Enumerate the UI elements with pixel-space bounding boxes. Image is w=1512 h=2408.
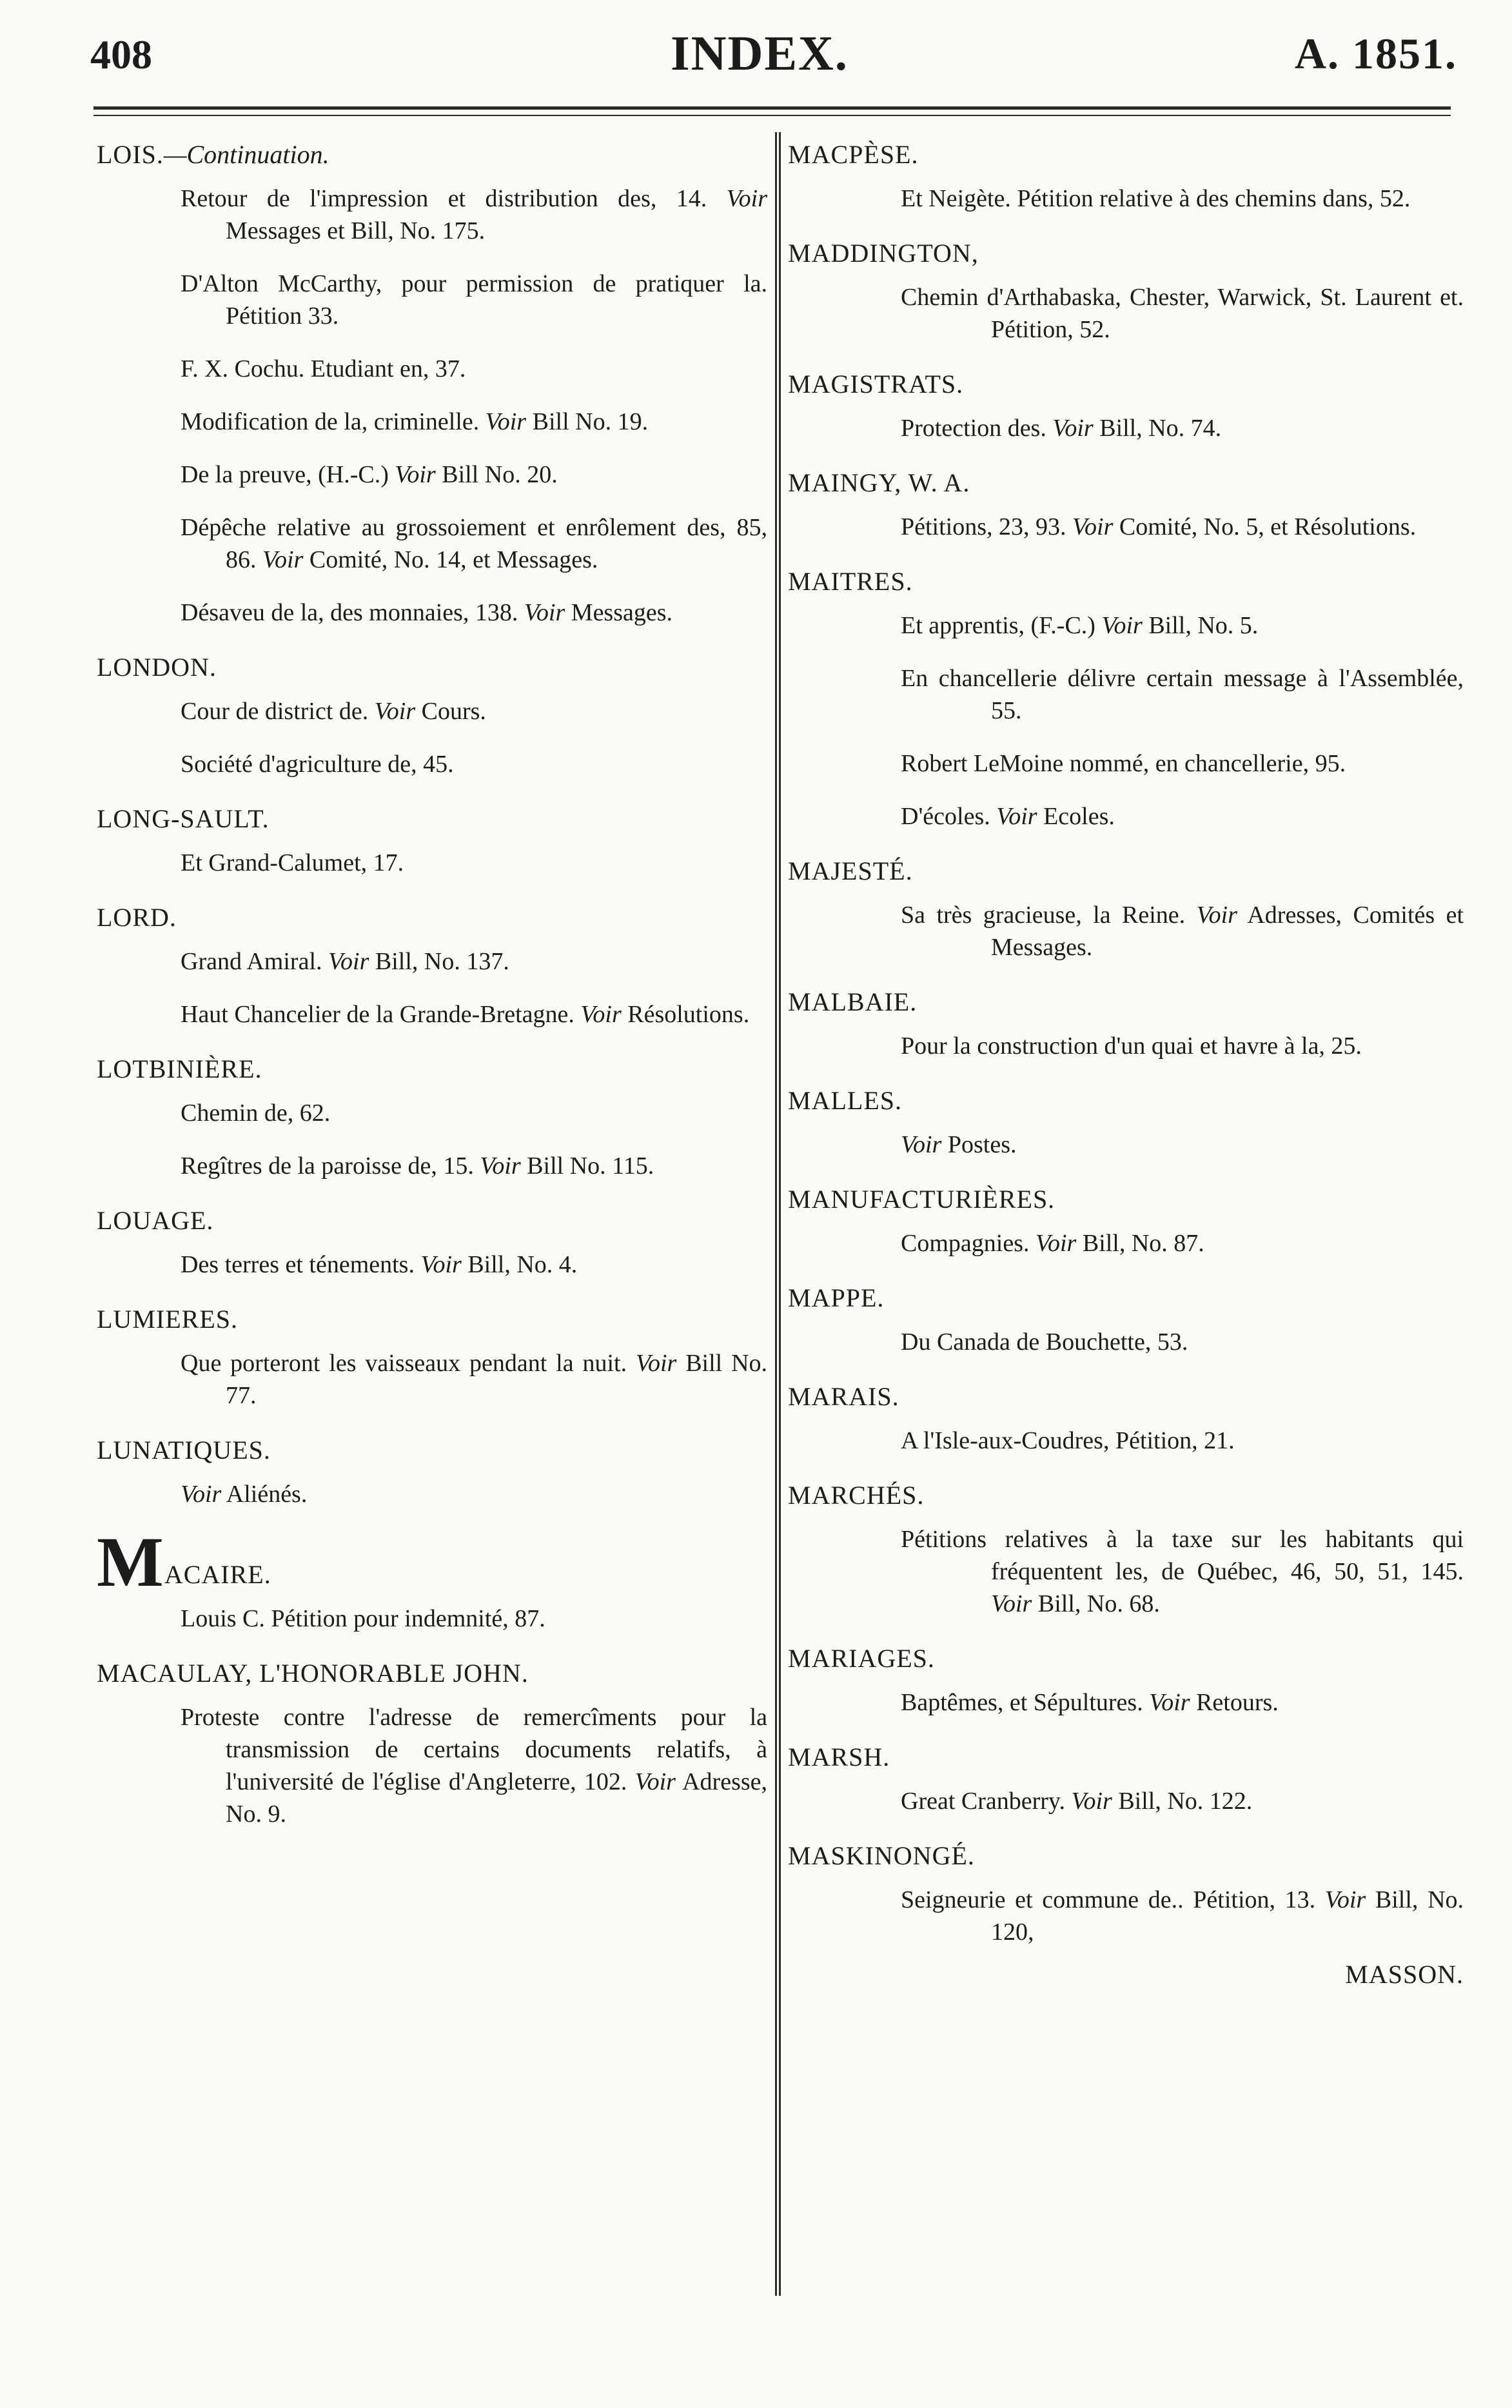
- sub-entry-text: Great Cranberry.: [901, 1788, 1065, 1815]
- sub-entry-text: Pour la construction d'un quai et havre à la, 25.: [901, 1032, 1362, 1060]
- cross-reference: Messages et Bill, No. 175.: [226, 217, 486, 244]
- entry-heading-text: MALBAIE.: [788, 987, 918, 1016]
- sub-entry: [788, 1425, 1464, 1457]
- index-entry: [788, 566, 1464, 833]
- cross-reference: Bill, No. 87.: [1082, 1230, 1204, 1257]
- sub-entry-text: Société d'agriculture de, 45.: [181, 751, 454, 778]
- voir-reference-label: Voir: [1149, 1689, 1190, 1716]
- voir-reference-label: Voir: [374, 698, 416, 725]
- entry-heading-lunatiques: [97, 1434, 767, 1466]
- entry-heading-text: MAINGY, W. A.: [788, 468, 970, 497]
- cross-reference: Bill, No. 137.: [375, 948, 509, 975]
- entry-heading-text: MACPÈSE.: [788, 140, 919, 169]
- sub-entry: [788, 899, 1464, 963]
- sub-entry: [97, 1701, 767, 1830]
- entry-heading-text: MAJESTÉ.: [788, 856, 913, 885]
- left-column: [97, 139, 767, 1851]
- cross-reference: Bill, No. 68.: [1037, 1590, 1160, 1617]
- cross-reference: Bill No. 115.: [527, 1152, 654, 1179]
- page-title: INDEX.: [671, 26, 849, 81]
- sub-entry-text: Regîtres de la paroisse de, 15.: [181, 1152, 474, 1179]
- voir-reference-label: Voir: [1101, 612, 1143, 639]
- entry-heading-magistrats: [788, 368, 1464, 400]
- entry-heading-text: LONDON.: [97, 653, 217, 682]
- cross-reference: Bill No. 77.: [226, 1350, 768, 1409]
- voir-reference-label: Voir: [181, 1481, 222, 1508]
- index-entry: [788, 1085, 1464, 1161]
- header-rule-thin: [93, 115, 1451, 116]
- sub-entry-text: Compagnies.: [901, 1230, 1030, 1257]
- sub-entry: [97, 597, 767, 629]
- voir-reference-label: Voir: [480, 1152, 521, 1179]
- cross-reference: Bill No. 19.: [532, 408, 649, 435]
- sub-entry: [97, 353, 767, 385]
- entry-heading-text: MARCHÉS.: [788, 1481, 925, 1510]
- cross-reference: Retours.: [1196, 1689, 1279, 1716]
- entry-heading-lumieres: [97, 1303, 767, 1336]
- sub-entry-text: Pétitions relatives à la taxe sur les habitants qui fréquentent les, de Québec, 46, 50, 51, 145.: [901, 1526, 1464, 1585]
- voir-reference-label: Voir: [996, 803, 1037, 830]
- entry-heading-macaulay-l-honorable-john: [97, 1657, 767, 1690]
- voir-reference-label: Voir: [395, 461, 436, 488]
- sub-entry: [788, 1227, 1464, 1259]
- sub-entry: [97, 268, 767, 332]
- voir-reference-label: Voir: [1324, 1886, 1366, 1913]
- sub-entry-text: F. X. Cochu. Etudiant en, 37.: [181, 355, 466, 382]
- entry-heading-text: LOIS.: [97, 140, 164, 169]
- sub-entry: [788, 609, 1464, 642]
- cross-reference: Aliénés.: [226, 1481, 308, 1508]
- entry-heading-macpese: [788, 139, 1464, 171]
- page-number: 408: [90, 32, 152, 77]
- sub-entry-text: Haut Chancelier de la Grande-Bretagne.: [181, 1001, 574, 1028]
- entry-heading-text: MADDINGTON,: [788, 239, 979, 268]
- sub-entry-text: Modification de la, criminelle.: [181, 408, 480, 435]
- index-entry: [788, 1282, 1464, 1358]
- entry-heading-malles: [788, 1085, 1464, 1117]
- sub-entry: [97, 1347, 767, 1412]
- voir-reference-label: Voir: [635, 1350, 677, 1377]
- entry-heading-majeste: [788, 855, 1464, 887]
- index-entry: [788, 1643, 1464, 1719]
- sub-entry: [788, 1785, 1464, 1817]
- sub-entry: [97, 511, 767, 576]
- continuation-note: —Continuation.: [163, 140, 329, 169]
- sub-entry-text: Retour de l'impression et distribution des, 14.: [181, 185, 707, 212]
- entry-heading-marches: [788, 1479, 1464, 1512]
- index-entry: [788, 986, 1464, 1062]
- entry-heading-text: ACAIRE.: [164, 1560, 271, 1589]
- index-entry: [788, 1381, 1464, 1457]
- page-header: [90, 26, 1457, 110]
- index-entry: [97, 803, 767, 879]
- drop-cap-initial: M: [97, 1523, 164, 1601]
- sub-entry: [97, 459, 767, 491]
- sub-entry-text: Dépêche relative au grossoiement et enrôlement des, 85, 86.: [181, 514, 767, 573]
- entry-heading-text: MARIAGES.: [788, 1644, 935, 1673]
- header-rule-thick: [93, 106, 1451, 110]
- voir-reference-label: Voir: [1072, 513, 1114, 540]
- index-entry: [97, 1657, 767, 1830]
- sub-entry: [788, 281, 1464, 346]
- index-entry: [97, 139, 767, 629]
- sub-entry-text: Grand Amiral.: [181, 948, 322, 975]
- sub-entry: [788, 1884, 1464, 1948]
- cross-reference: Bill, No. 4.: [467, 1251, 578, 1278]
- entry-heading-lotbiniere: [97, 1053, 767, 1085]
- entry-heading-maskinonge: [788, 1840, 1464, 1872]
- sub-entry-text: Désaveu de la, des monnaies, 138.: [181, 599, 518, 626]
- cross-reference: Bill, No. 120,: [991, 1886, 1464, 1946]
- sub-entry: [788, 183, 1464, 215]
- entry-heading-text: LOUAGE.: [97, 1206, 214, 1235]
- sub-entry: [788, 1129, 1464, 1161]
- voir-reference-label: Voir: [328, 948, 369, 975]
- cross-reference: Ecoles.: [1043, 803, 1115, 830]
- entry-heading-london: [97, 651, 767, 684]
- voir-reference-label: Voir: [1071, 1788, 1112, 1815]
- column-divider: [775, 132, 781, 2296]
- entry-heading-maitres: [788, 566, 1464, 598]
- sub-entry: [788, 1523, 1464, 1620]
- sub-entry: [97, 748, 767, 780]
- sub-entry: [97, 1248, 767, 1281]
- index-entry: [97, 1053, 767, 1182]
- voir-reference-label: Voir: [726, 185, 768, 212]
- entry-heading-louage: [97, 1205, 767, 1237]
- entry-heading-text: MAGISTRATS.: [788, 370, 964, 399]
- sub-entry: [97, 1150, 767, 1182]
- sub-entry-text: Sa très gracieuse, la Reine.: [901, 902, 1186, 929]
- sub-entry-text: Robert LeMoine nommé, en chancellerie, 95.: [901, 750, 1346, 777]
- voir-reference-label: Voir: [1196, 902, 1237, 929]
- sub-entry: [97, 183, 767, 247]
- index-entry: [788, 1840, 1464, 1948]
- sub-entry-text: D'Alton McCarthy, pour permission de pratiquer la. Pétition 33.: [181, 270, 767, 330]
- entry-heading-text: MAITRES.: [788, 567, 913, 596]
- index-entry: [97, 651, 767, 780]
- cross-reference: Bill, No. 5.: [1148, 612, 1259, 639]
- index-entry: [788, 237, 1464, 346]
- page-year: A. 1851.: [1294, 29, 1457, 78]
- sub-entry: [97, 847, 767, 879]
- sub-entry: [788, 412, 1464, 444]
- cross-reference: Comité, No. 5, et Résolutions.: [1119, 513, 1417, 540]
- voir-reference-label: Voir: [262, 546, 304, 573]
- sub-entry-text: Baptêmes, et Sépultures.: [901, 1689, 1143, 1716]
- entry-heading-maddington: [788, 237, 1464, 270]
- index-entry: [97, 1434, 767, 1510]
- sub-entry-text: De la preuve, (H.-C.): [181, 461, 389, 488]
- index-entry: [788, 1183, 1464, 1259]
- entry-heading-lois: [97, 139, 767, 171]
- voir-reference-label: Voir: [901, 1131, 942, 1158]
- sub-entry-text: D'écoles.: [901, 803, 990, 830]
- entry-heading-text: LONG-SAULT.: [97, 804, 270, 833]
- entry-heading-text: MACAULAY, L'HONORABLE JOHN.: [97, 1659, 529, 1688]
- sub-entry-text: A l'Isle-aux-Coudres, Pétition, 21.: [901, 1427, 1235, 1454]
- entry-heading-text: MARAIS.: [788, 1382, 899, 1411]
- entry-heading-text: LORD.: [97, 903, 177, 932]
- sub-entry-text: Des terres et ténements.: [181, 1251, 415, 1278]
- index-entry: [788, 1479, 1464, 1620]
- entry-heading-malbaie: [788, 986, 1464, 1018]
- sub-entry: [788, 747, 1464, 780]
- index-entry: [788, 368, 1464, 444]
- index-entry: [97, 902, 767, 1031]
- voir-reference-label: Voir: [1052, 415, 1094, 442]
- voir-reference-label: Voir: [580, 1001, 622, 1028]
- voir-reference-label: Voir: [1035, 1230, 1077, 1257]
- entry-heading-mappe: [788, 1282, 1464, 1314]
- sub-entry-text: Seigneurie et commune de.. Pétition, 13.: [901, 1886, 1316, 1913]
- entry-heading-macaire: [97, 1523, 767, 1601]
- index-entry: [788, 855, 1464, 963]
- cross-reference: Messages.: [571, 599, 673, 626]
- voir-reference-label: Voir: [991, 1590, 1032, 1617]
- sub-entry-text: Et apprentis, (F.-C.): [901, 612, 1095, 639]
- sub-entry: [788, 800, 1464, 833]
- entry-heading-lord: [97, 902, 767, 934]
- sub-entry-text: Pétitions, 23, 93.: [901, 513, 1066, 540]
- sub-entry: [97, 998, 767, 1031]
- entry-heading-marais: [788, 1381, 1464, 1413]
- voir-reference-label: Voir: [524, 599, 565, 626]
- sub-entry-text: Chemin de, 62.: [181, 1100, 331, 1127]
- sub-entry-text: En chancellerie délivre certain message à l'Assemblée, 55.: [901, 665, 1464, 724]
- cross-reference: Postes.: [947, 1131, 1017, 1158]
- entry-heading-marsh: [788, 1741, 1464, 1773]
- cross-reference: Résolutions.: [627, 1001, 750, 1028]
- voir-reference-label: Voir: [420, 1251, 462, 1278]
- catchword: MASSON.: [1345, 1960, 1464, 1989]
- sub-entry-text: Du Canada de Bouchette, 53.: [901, 1328, 1188, 1356]
- sub-entry: [97, 1478, 767, 1510]
- voir-reference-label: Voir: [634, 1768, 676, 1795]
- sub-entry: [788, 662, 1464, 727]
- index-entry: [97, 1523, 767, 1635]
- cross-reference: Comité, No. 14, et Messages.: [309, 546, 598, 573]
- entry-heading-maingy-w-a: [788, 467, 1464, 499]
- entry-heading-text: LUNATIQUES.: [97, 1436, 271, 1465]
- cross-reference: Cours.: [421, 698, 486, 725]
- entry-heading-text: MANUFACTURIÈRES.: [788, 1185, 1055, 1214]
- index-entry: [97, 1303, 767, 1412]
- entry-heading-text: LOTBINIÈRE.: [97, 1054, 262, 1083]
- sub-entry: [788, 511, 1464, 543]
- entry-heading-manufacturieres: [788, 1183, 1464, 1216]
- entry-heading-text: LUMIERES.: [97, 1305, 238, 1334]
- sub-entry-text: Louis C. Pétition pour indemnité, 87.: [181, 1605, 545, 1632]
- sub-entry: [97, 1097, 767, 1129]
- sub-entry-text: Et Neigète. Pétition relative à des chemins dans, 52.: [901, 185, 1411, 212]
- entry-heading-text: MARSH.: [788, 1742, 890, 1771]
- entry-heading-text: MALLES.: [788, 1086, 902, 1115]
- cross-reference: Bill, No. 74.: [1099, 415, 1222, 442]
- index-entry: [788, 1741, 1464, 1817]
- cross-reference: Adresse, No. 9.: [226, 1768, 768, 1828]
- cross-reference: Bill No. 20.: [442, 461, 558, 488]
- voir-reference-label: Voir: [485, 408, 527, 435]
- index-entry: [97, 1205, 767, 1281]
- entry-heading-text: MAPPE.: [788, 1283, 885, 1312]
- sub-entry: [97, 406, 767, 438]
- sub-entry-text: Proteste contre l'adresse de remercîments pour la transmission de certains documents relatifs, à l'université de l'église d'Angleterre, 102.: [181, 1704, 767, 1795]
- sub-entry-text: Cour de district de.: [181, 698, 369, 725]
- sub-entry-text: Que porteront les vaisseaux pendant la nuit.: [181, 1350, 627, 1377]
- index-entry: [788, 467, 1464, 543]
- right-column: [788, 139, 1464, 1991]
- sub-entry: [788, 1326, 1464, 1358]
- sub-entry: [788, 1686, 1464, 1719]
- sub-entry: [97, 945, 767, 978]
- sub-entry: [788, 1030, 1464, 1062]
- entry-heading-mariages: [788, 1643, 1464, 1675]
- sub-entry: [97, 695, 767, 727]
- cross-reference: Adresses, Comités et Messages.: [991, 902, 1464, 961]
- index-entry: [788, 139, 1464, 215]
- entry-heading-text: MASKINONGÉ.: [788, 1841, 975, 1870]
- sub-entry: [97, 1603, 767, 1635]
- sub-entry-text: Chemin d'Arthabaska, Chester, Warwick, St. Laurent et. Pétition, 52.: [901, 284, 1464, 343]
- sub-entry-text: Protection des.: [901, 415, 1046, 442]
- entry-heading-long-sault: [97, 803, 767, 835]
- cross-reference: Bill, No. 122.: [1118, 1788, 1253, 1815]
- sub-entry-text: Et Grand-Calumet, 17.: [181, 849, 404, 876]
